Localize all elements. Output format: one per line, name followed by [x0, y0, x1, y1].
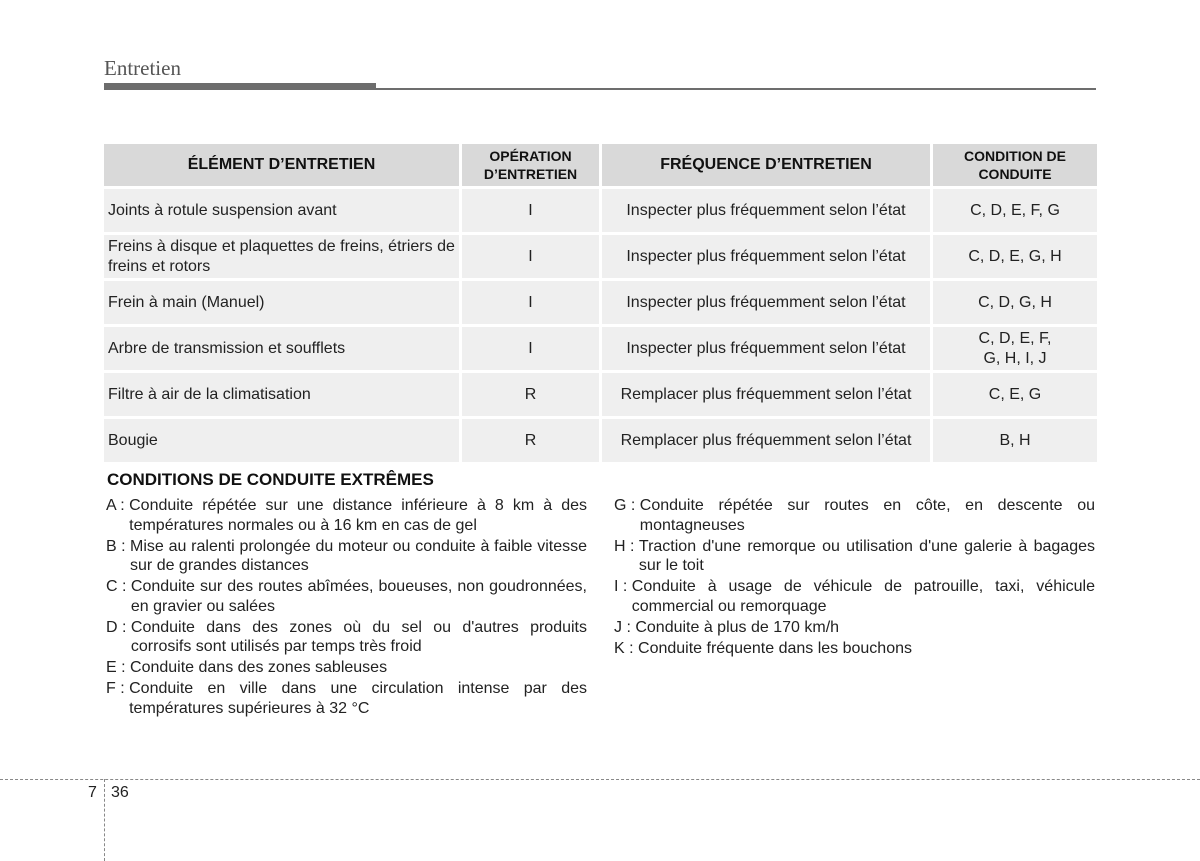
condition-key: J : — [614, 618, 636, 636]
condition-key: H : — [614, 537, 639, 555]
header-frequency: FRÉQUENCE D’ENTRETIEN — [602, 144, 930, 186]
cell-frequency: Inspecter plus fréquemment selon l’état — [602, 235, 930, 278]
list-item — [614, 577, 1095, 616]
cell-condition: C, D, E, F, G, H, I, J — [933, 327, 1097, 370]
section-title: Entretien — [104, 56, 181, 80]
cell-frequency: Inspecter plus fréquemment selon l’état — [602, 281, 930, 324]
cell-operation: I — [462, 235, 599, 278]
condition-key: B : — [106, 537, 131, 555]
cell-operation: I — [462, 189, 599, 232]
maintenance-table — [101, 141, 1100, 465]
list-item — [106, 618, 587, 657]
condition-text: Conduite à usage de véhicule de patrouille, taxi, véhicule commercial ou remorquage — [631, 578, 1095, 615]
condition-key: A : — [106, 497, 130, 514]
cell-frequency: Inspecter plus fréquemment selon l’état — [602, 189, 930, 232]
cell-operation: R — [462, 419, 599, 462]
condition-text: Conduite répétée sur une distance inférieure à 8 km à des températures normales ou à 16 km en cas de gel — [129, 497, 587, 534]
chapter-number: 7 — [88, 784, 97, 801]
condition-text: Conduite dans des zones où du sel ou d'autres produits corrosifs sont utilisés par temps très froid — [130, 618, 587, 655]
table-row — [104, 189, 1097, 232]
table-row — [104, 235, 1097, 278]
condition-text: Mise au ralenti prolongée du moteur ou conduite à faible vitesse sur de grandes distances — [130, 537, 587, 574]
list-item — [106, 496, 587, 535]
page-number: 36 — [111, 784, 129, 801]
cell-operation: R — [462, 373, 599, 416]
condition-key: G : — [614, 497, 640, 514]
cell-frequency: Inspecter plus fréquemment selon l’état — [602, 327, 930, 370]
condition-text: Conduite fréquente dans les bouchons — [638, 639, 912, 657]
list-item — [614, 537, 1095, 576]
condition-text: Conduite répétée sur routes en côte, en descente ou montagneuses — [639, 497, 1095, 534]
cell-element: Freins à disque et plaquettes de freins, étriers de freins et rotors — [104, 235, 459, 278]
list-item — [106, 658, 587, 678]
condition-text: Conduite dans des zones sableuses — [130, 659, 388, 676]
list-item — [106, 537, 587, 576]
table-row — [104, 327, 1097, 370]
condition-text: Conduite en ville dans une circulation intense par des températures supérieures à 32 °C — [129, 680, 587, 717]
cell-element: Joints à rotule suspension avant — [104, 189, 459, 232]
header-operation: OPÉRATION D’ENTRETIEN — [462, 144, 599, 186]
cell-operation: I — [462, 281, 599, 324]
condition-key: I : — [614, 578, 632, 595]
cell-element: Arbre de transmission et soufflets — [104, 327, 459, 370]
condition-text: Conduite à plus de 170 km/h — [635, 618, 840, 636]
cell-condition: C, D, E, F, G — [933, 189, 1097, 232]
footer-divider — [0, 779, 1200, 780]
header-rule-thick — [104, 83, 376, 90]
list-item — [106, 577, 587, 616]
cell-condition: B, H — [933, 419, 1097, 462]
conditions-list-left — [106, 496, 587, 720]
cell-operation: I — [462, 327, 599, 370]
table-header-row — [104, 144, 1097, 186]
footer-page-divider — [104, 779, 105, 861]
cell-frequency: Remplacer plus fréquemment selon l’état — [602, 419, 930, 462]
condition-key: E : — [106, 659, 131, 676]
condition-key: C : — [106, 578, 131, 595]
conditions-list-right — [614, 496, 1095, 660]
cell-condition: C, D, E, G, H — [933, 235, 1097, 278]
header-condition: CONDITION DE CONDUITE — [933, 144, 1097, 186]
cell-element: Bougie — [104, 419, 459, 462]
condition-key: F : — [106, 680, 130, 697]
condition-key: K : — [614, 639, 639, 657]
header-rule-thin — [376, 88, 1096, 90]
header-element: ÉLÉMENT D’ENTRETIEN — [104, 144, 459, 186]
cell-element: Frein à main (Manuel) — [104, 281, 459, 324]
table-row — [104, 419, 1097, 462]
list-item — [614, 496, 1095, 535]
table-row — [104, 373, 1097, 416]
cell-element: Filtre à air de la climatisation — [104, 373, 459, 416]
condition-text: Conduite sur des routes abîmées, boueuses, non goudronnées, en gravier ou salées — [130, 578, 587, 615]
list-item — [614, 639, 1095, 659]
cell-condition: C, D, G, H — [933, 281, 1097, 324]
conditions-heading: CONDITIONS DE CONDUITE EXTRÊMES — [107, 470, 434, 489]
condition-key: D : — [106, 618, 131, 636]
cell-condition: C, E, G — [933, 373, 1097, 416]
condition-text: Traction d'une remorque ou utilisation d'une galerie à bagages sur le toit — [638, 537, 1095, 574]
cell-frequency: Remplacer plus fréquemment selon l’état — [602, 373, 930, 416]
list-item — [614, 618, 1095, 638]
table-row — [104, 281, 1097, 324]
list-item — [106, 679, 587, 718]
